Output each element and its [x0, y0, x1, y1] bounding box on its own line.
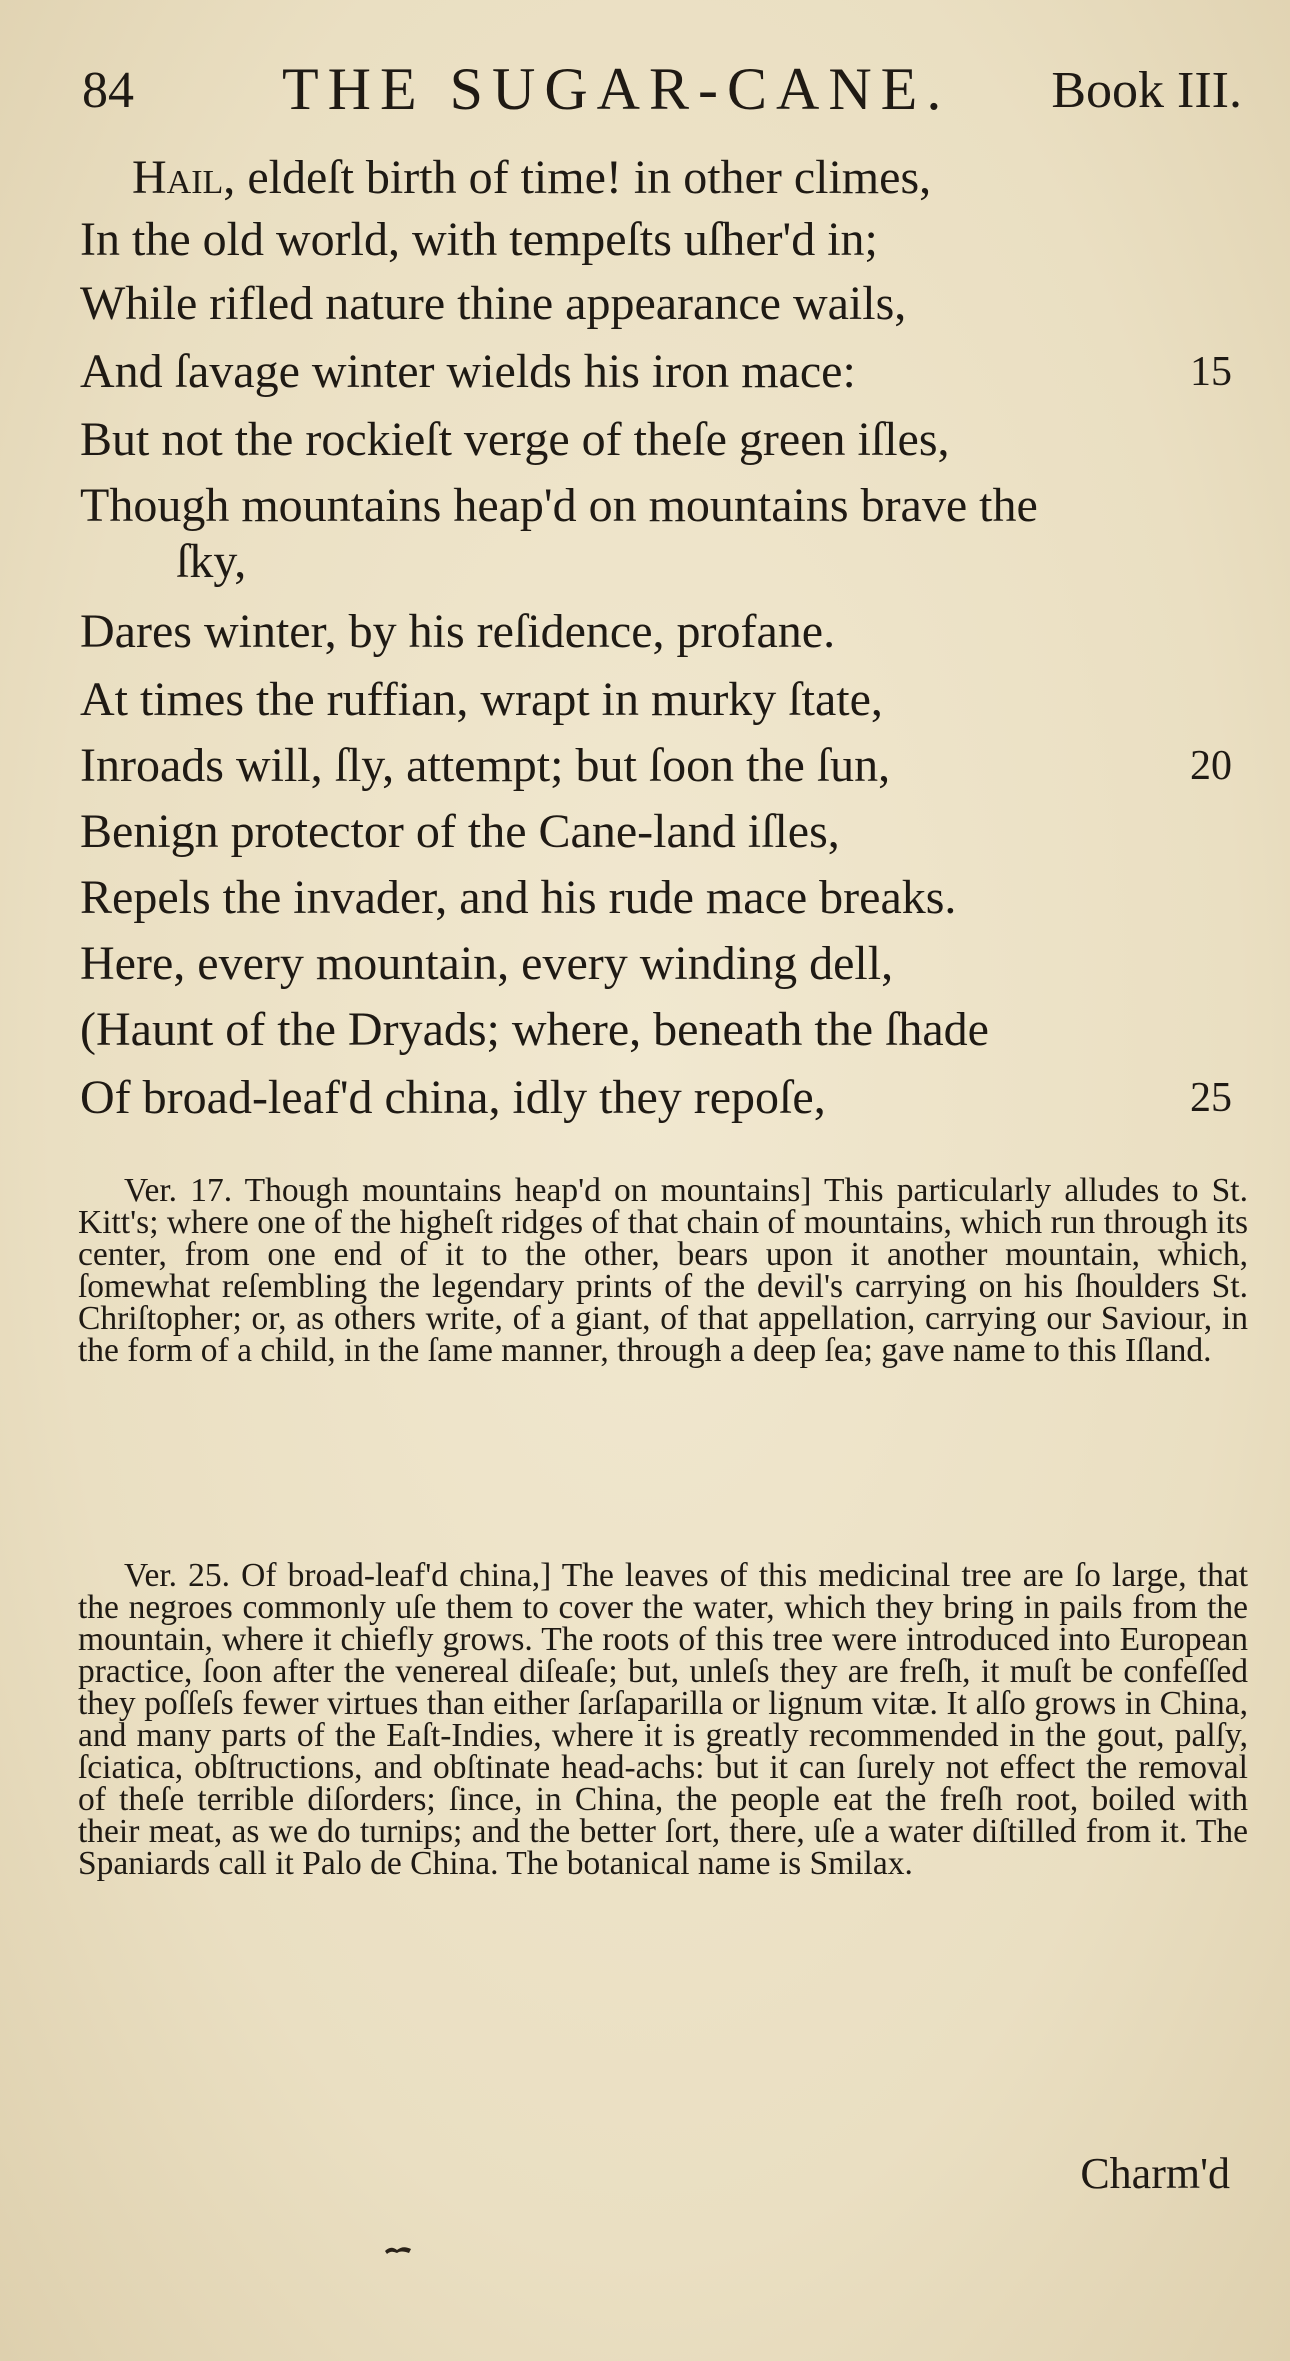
book-label: Book III.: [1051, 62, 1242, 119]
footnote-text: Though mountains heap'd on mountains] This particularly alludes to St. Kitt's; where one of the higheſt ridges of that chain of mountains, which run through its center, from one end of it to the other, bears upon it another mountain, which, ſomewhat reſembling the legendary prints of the devil's carrying on his ſhoulders St. Chriſtopher; or, as others write, of a giant, of that appellation, carrying our Saviour, in the form of a child, in the ſame manner, through a deep ſea; gave name to this Iſland.: [78, 1172, 1248, 1369]
footnote-ref: Ver. 17.: [124, 1172, 233, 1209]
footnote-ref: Ver. 25.: [124, 1557, 231, 1594]
running-title: THE SUGAR-CANE.: [282, 56, 951, 122]
poem-line: Benign protector of the Cane-land iſles,: [80, 805, 840, 858]
page-header: [82, 55, 1242, 135]
footnote-text: Of broad-leaf'd china,] The leaves of this medicinal tree are ſo large, that the negroes commonly uſe them to cover the water, which they bring in pails from the mountain, where it chiefly grows. The roots of this tree were introduced into European practice, ſoon after the venereal diſeaſe; but, unleſs they are freſh, it muſt be confeſſed they poſſeſs fewer virtues than either ſarſaparilla or lignum vitæ. It alſo grows in China, and many parts of the Eaſt-Indies, where it is greatly recommended in the gout, palſy, ſciatica, obſtructions, and obſtinate head-achs: but it can ſurely not effect the removal of theſe terrible diſorders; ſince, in China, the people eat the freſh root, boiled with their meat, as we do turnips; and the better ſort, there, uſe a water diſtilled from it. The Spaniards call it Palo de China. The botanical name is Smilax.: [78, 1557, 1249, 1882]
poem-line: Repels the invader, and his rude mace breaks.: [80, 871, 957, 924]
line-number: 25: [1190, 1075, 1232, 1121]
catchword: Charm'd: [1080, 2149, 1230, 2198]
poem-line: But not the rockieſt verge of theſe green iſles,: [80, 413, 950, 466]
poem-line: And ſavage winter wields his iron mace: 15: [80, 340, 1240, 404]
ink-mark-icon: [383, 2243, 413, 2255]
poem-line: Hail, eldeſt birth of time! in other climes,: [132, 151, 932, 204]
poem-line: Dares winter, by his reſidence, profane.: [80, 605, 836, 658]
poem-line: Here, every mountain, every winding dell,: [80, 937, 894, 990]
poem-line: Though mountains heap'd on mountains brave the: [80, 479, 1038, 532]
footnote-ver-25: [78, 1557, 1249, 1882]
poem-line: (Haunt of the Dryads; where, beneath the ſhade: [80, 1003, 989, 1056]
line-number: 15: [1190, 349, 1232, 395]
poem-line: Inroads will, ſly, attempt; but ſoon the ſun, 20: [80, 734, 1240, 798]
poem-line: In the old world, with tempeſts uſher'd in;: [80, 213, 878, 266]
poem-line: While rifled nature thine appearance wails,: [80, 277, 907, 330]
poem-line-continuation: ſky,: [176, 535, 247, 588]
page-number: 84: [82, 62, 134, 119]
footnote-ver-17: [78, 1172, 1248, 1369]
poem-line: Of broad-leaf'd china, idly they repoſe, 25: [80, 1066, 1240, 1130]
poem-line: At times the ruffian, wrapt in murky ſtate,: [80, 673, 883, 726]
line-number: 20: [1190, 743, 1232, 789]
